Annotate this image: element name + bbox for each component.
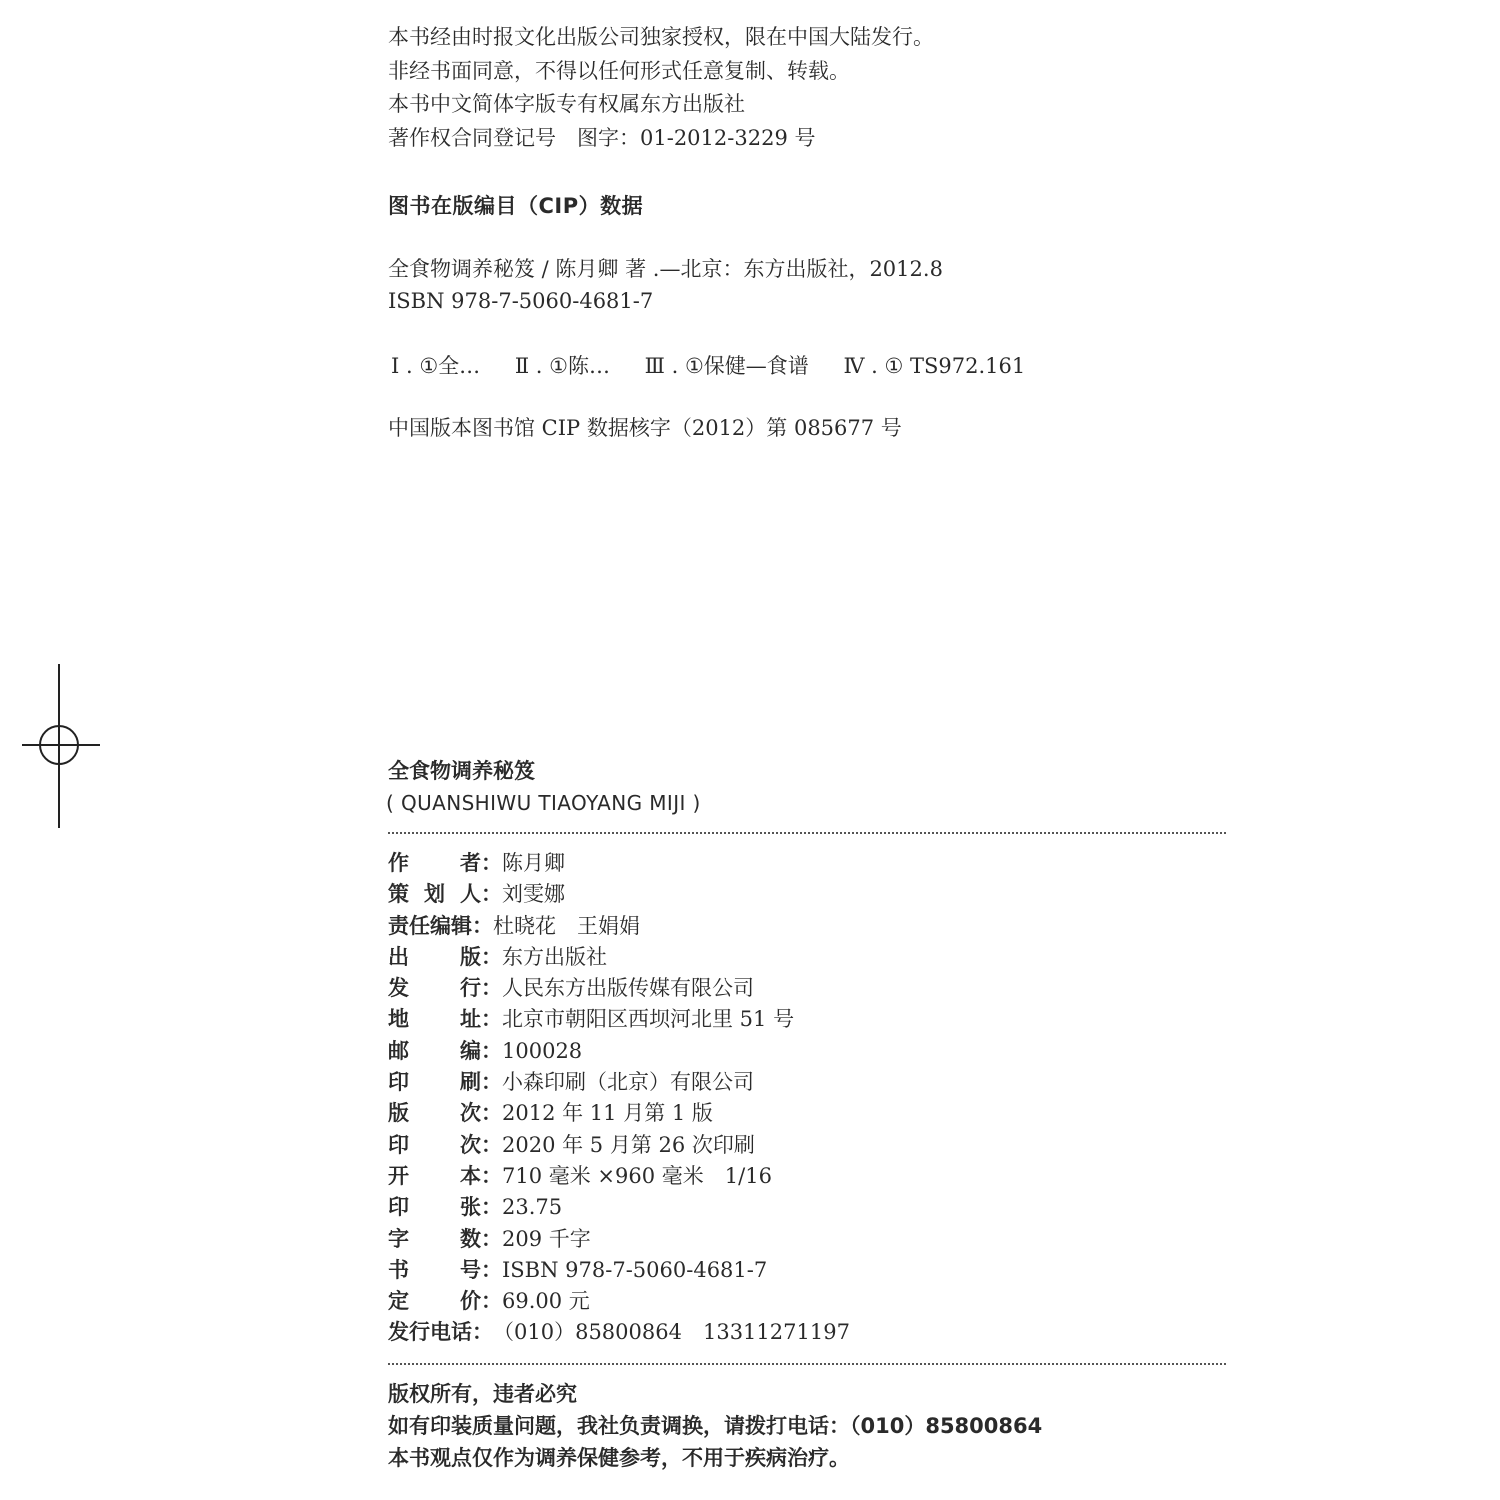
- spec-row: [388, 941, 850, 972]
- cip-class-3: Ⅲ . ①保健—食谱: [644, 354, 809, 378]
- spec-row: [388, 1285, 850, 1316]
- spec-label: [388, 847, 502, 877]
- spec-label-part: 印: [388, 1070, 409, 1095]
- spec-label: [388, 941, 502, 971]
- spec-value: 陈月卿: [502, 851, 565, 875]
- divider-bottom: [388, 1363, 1226, 1365]
- spec-label-part: 地: [388, 1007, 409, 1032]
- registration-mark-icon: [22, 664, 102, 828]
- spec-label: [388, 878, 502, 908]
- spec-label-part: 版：: [460, 944, 502, 969]
- spec-label: [388, 910, 493, 940]
- spec-row: [388, 1254, 850, 1285]
- health-disclaimer: 本书观点仅作为调养保健参考，不用于疾病治疗。: [388, 1446, 850, 1470]
- spec-label: [388, 1066, 502, 1096]
- cip-verification: 中国版本图书馆 CIP 数据核字（2012）第 085677 号: [388, 416, 902, 440]
- spec-label: [388, 1223, 502, 1253]
- spec-row: [388, 1003, 850, 1034]
- spec-label-part: 人：: [460, 882, 502, 907]
- cip-record-line-1: 全食物调养秘笈 / 陈月卿 著 .—北京：东方出版社，2012.8: [388, 257, 943, 281]
- spec-label-part: 版: [388, 1101, 409, 1126]
- copyright-line-3: 本书中文简体字版专有权属东方出版社: [388, 92, 745, 116]
- spec-label-part: 印: [388, 1195, 409, 1220]
- spec-label-part: 开: [388, 1163, 409, 1188]
- spec-label-part: 编：: [460, 1038, 502, 1063]
- spec-value: 23.75: [502, 1195, 563, 1220]
- spec-label-part: 址：: [460, 1007, 502, 1032]
- spec-label-part: 邮: [388, 1038, 409, 1063]
- spec-label: [388, 1254, 502, 1284]
- spec-row: [388, 1129, 850, 1160]
- cip-isbn: ISBN 978-7-5060-4681-7: [388, 289, 654, 313]
- cip-heading: 图书在版编目（CIP）数据: [388, 194, 644, 218]
- book-title: 全食物调养秘笈: [388, 759, 535, 783]
- rights-reserved: 版权所有，违者必究: [388, 1382, 577, 1406]
- spec-label-part: 责任编辑：: [388, 913, 493, 938]
- spec-row: [388, 1066, 850, 1097]
- copyright-line-1: 本书经由时报文化出版公司独家授权，限在中国大陆发行。: [388, 25, 934, 49]
- spec-label-part: 发行电话：: [388, 1320, 493, 1345]
- spec-label-part: 出: [388, 944, 409, 969]
- spec-row: [388, 1191, 850, 1222]
- spec-value: 杜晓花 王娟娟: [493, 913, 640, 938]
- spec-label-part: 刷：: [460, 1070, 502, 1095]
- quality-contact: 如有印装质量问题，我社负责调换，请拨打电话：（010）85800864: [388, 1414, 1043, 1438]
- spec-row: [388, 972, 850, 1003]
- book-title-pinyin: ( QUANSHIWU TIAOYANG MIJI ): [386, 791, 701, 815]
- spec-row: [388, 1223, 850, 1254]
- spec-label: [388, 1191, 502, 1221]
- spec-label-part: 印: [388, 1132, 409, 1157]
- spec-label-part: 发: [388, 976, 409, 1001]
- spec-label-part: 字: [388, 1226, 409, 1251]
- spec-value: 2012 年 11 月第 1 版: [502, 1101, 713, 1126]
- spec-label-part: 号：: [460, 1257, 502, 1282]
- spec-value: 刘雯娜: [502, 882, 565, 907]
- spec-row: [388, 878, 850, 909]
- spec-label: [388, 1003, 502, 1033]
- spec-value: 小森印刷（北京）有限公司: [502, 1070, 754, 1095]
- spec-value: 209 千字: [502, 1226, 591, 1251]
- spec-label-part: 定: [388, 1289, 409, 1314]
- publication-specs: [388, 847, 850, 1348]
- spec-value: 北京市朝阳区西坝河北里 51 号: [502, 1007, 795, 1032]
- spec-value: 69.00 元: [502, 1289, 590, 1314]
- spec-value: 人民东方出版传媒有限公司: [502, 976, 754, 1001]
- divider-top: [388, 832, 1226, 834]
- spec-label: [388, 972, 502, 1002]
- spec-row: [388, 847, 850, 878]
- spec-label-part: 行：: [460, 976, 502, 1001]
- spec-label: [388, 1129, 502, 1159]
- copyright-line-2: 非经书面同意，不得以任何形式任意复制、转载。: [388, 59, 850, 83]
- spec-value: 东方出版社: [502, 944, 607, 969]
- cip-class-2: Ⅱ . ①陈…: [514, 354, 610, 378]
- spec-label-part: 策: [388, 882, 409, 907]
- spec-label: [388, 1097, 502, 1127]
- spec-value: 2020 年 5 月第 26 次印刷: [502, 1132, 755, 1157]
- spec-label-part: 次：: [460, 1101, 502, 1126]
- spec-row: [388, 1097, 850, 1128]
- spec-label-part: 次：: [460, 1132, 502, 1157]
- spec-row: [388, 1316, 850, 1347]
- spec-value: 100028: [502, 1038, 583, 1063]
- spec-label-part: 数：: [460, 1226, 502, 1251]
- spec-label: [388, 1316, 493, 1346]
- spec-label-part: 划: [424, 882, 445, 907]
- cip-class-4: Ⅳ . ① TS972.161: [843, 354, 1026, 378]
- spec-label-part: 书: [388, 1257, 409, 1282]
- spec-value: （010）85800864 13311271197: [493, 1320, 850, 1345]
- spec-row: [388, 910, 850, 941]
- spec-label: [388, 1160, 502, 1190]
- cip-class-1: Ⅰ . ①全…: [391, 354, 481, 378]
- spec-value: ISBN 978-7-5060-4681-7: [502, 1257, 768, 1282]
- spec-label-part: 本：: [460, 1163, 502, 1188]
- spec-row: [388, 1160, 850, 1191]
- spec-label-part: 者：: [460, 851, 502, 875]
- spec-label: [388, 1035, 502, 1065]
- spec-label-part: 张：: [460, 1195, 502, 1220]
- spec-value: 710 毫米 ×960 毫米 1/16: [502, 1163, 772, 1188]
- copyright-registration: 著作权合同登记号 图字：01-2012-3229 号: [388, 126, 816, 150]
- spec-label: [388, 1285, 502, 1315]
- spec-row: [388, 1035, 850, 1066]
- spec-label-part: 价：: [460, 1289, 502, 1314]
- cip-classification: [391, 351, 1025, 381]
- spec-label-part: 作: [388, 851, 409, 875]
